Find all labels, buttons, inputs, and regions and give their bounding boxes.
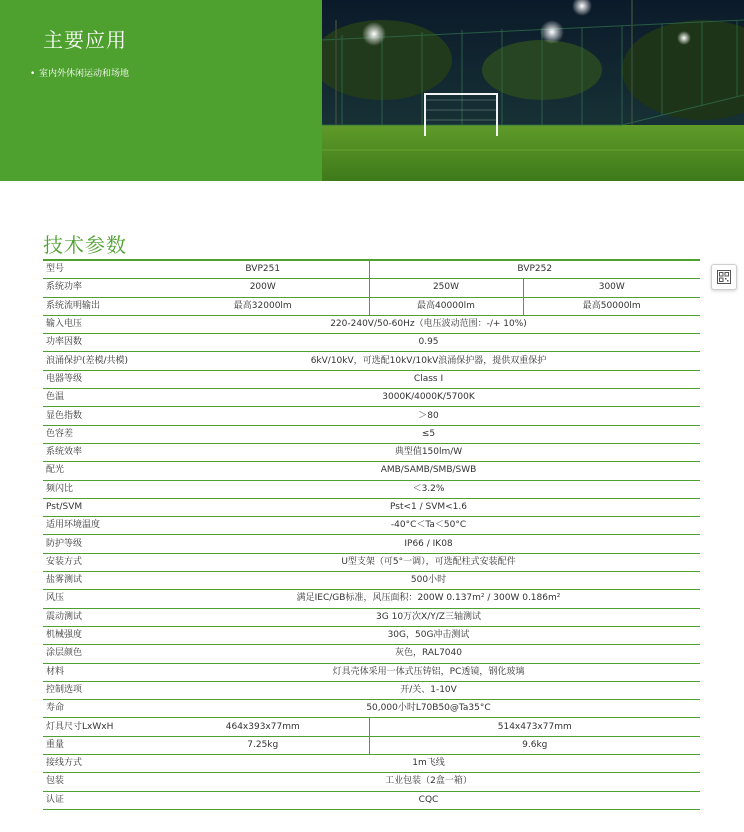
spec-value: 最高32000lm [157,297,369,315]
spec-label: 显色指数 [43,407,157,425]
spec-value: ＜3.2% [157,480,700,498]
spec-value: 250W [369,279,523,297]
spec-value: 7.25kg [157,736,369,754]
table-row [43,791,700,809]
table-row [43,370,700,388]
spec-label: 风压 [43,590,157,608]
spec-value: 3G 10万次X/Y/Z三轴测试 [157,608,700,626]
application-banner [0,0,322,181]
qr-code-icon [717,270,731,284]
spec-label: 安装方式 [43,553,157,571]
spec-value: ＞80 [157,407,700,425]
spec-value: 6kV/10kV，可选配10kV/10kV浪涌保护器，提供双重保护 [157,352,700,370]
spec-label: 系统流明输出 [43,297,157,315]
spec-value: 1m飞线 [157,755,700,773]
table-row [43,736,700,754]
spec-label: 灯具尺寸LxWxH [43,718,157,736]
table-row [43,626,700,644]
spec-label: 型号 [43,260,157,279]
spec-value: 3000K/4000K/5700K [157,389,700,407]
spec-value: -40°C＜Ta＜50°C [157,517,700,535]
table-row [43,663,700,681]
spec-value: Class I [157,370,700,388]
spec-value: 300W [523,279,700,297]
table-row [43,572,700,590]
table-row [43,334,700,352]
spec-label: 接线方式 [43,755,157,773]
table-row [43,279,700,297]
spec-label: 色温 [43,389,157,407]
table-row [43,755,700,773]
football-field-photo [322,0,744,181]
table-row [43,718,700,736]
spec-value: 开/关、1-10V [157,681,700,699]
spec-value: 220-240V/50-60Hz（电压波动范围：-/+ 10%) [157,315,700,333]
table-row [43,462,700,480]
spec-label: Pst/SVM [43,498,157,516]
spec-table-body [43,260,700,809]
spec-label: 涂层颜色 [43,645,157,663]
table-row [43,700,700,718]
application-bullet-text: 室内外休闲运动和场地 [39,69,130,79]
table-row [43,352,700,370]
spec-section-title: 技术参数 [43,233,127,257]
spec-label: 材料 [43,663,157,681]
spec-label: 输入电压 [43,315,157,333]
spec-value: 50,000小时L70B50@Ta35°C [157,700,700,718]
spec-value: 514x473x77mm [369,718,700,736]
spec-label: 重量 [43,736,157,754]
table-row [43,553,700,571]
table-row [43,407,700,425]
spec-label: 机械强度 [43,626,157,644]
spec-value: U型支架（可5°一调），可选配柱式安装配件 [157,553,700,571]
spec-value: BVP251 [157,260,369,279]
table-row [43,590,700,608]
table-row [43,645,700,663]
table-row [43,425,700,443]
spec-label: 包装 [43,773,157,791]
spec-label: 寿命 [43,700,157,718]
application-title: 主要应用 [43,28,127,52]
table-row [43,681,700,699]
spec-value: IP66 / IK08 [157,535,700,553]
qr-code-button[interactable] [711,264,737,290]
spec-label: 功率因数 [43,334,157,352]
spec-value: 464x393x77mm [157,718,369,736]
application-bullet [30,66,129,79]
spec-label: 频闪比 [43,480,157,498]
spec-label: 适用环境温度 [43,517,157,535]
spec-label: 配光 [43,462,157,480]
spec-label: 电器等级 [43,370,157,388]
spec-label: 震动测试 [43,608,157,626]
spec-value: BVP252 [369,260,700,279]
spec-value: 30G，50G冲击测试 [157,626,700,644]
football-field-illustration [322,0,744,181]
spec-value: 最高50000lm [523,297,700,315]
spec-value: AMB/SAMB/SMB/SWB [157,462,700,480]
spec-value: 工业包装（2盒一箱） [157,773,700,791]
spec-value: 0.95 [157,334,700,352]
spec-table [43,259,700,810]
table-row [43,315,700,333]
table-row [43,443,700,461]
table-row [43,260,700,279]
spec-value: CQC [157,791,700,809]
table-row [43,608,700,626]
spec-value: 满足IEC/GB标准，风压面积：200W 0.137m² / 300W 0.186m² [157,590,700,608]
table-row [43,535,700,553]
spec-value: 500小时 [157,572,700,590]
spec-label: 控制选项 [43,681,157,699]
table-row [43,517,700,535]
spec-value: Pst<1 / SVM<1.6 [157,498,700,516]
spec-value: 典型值150lm/W [157,443,700,461]
table-row [43,389,700,407]
spec-label: 认证 [43,791,157,809]
spec-value: ≤5 [157,425,700,443]
table-row [43,498,700,516]
spec-label: 浪涌保护(差模/共模) [43,352,157,370]
spec-value: 200W [157,279,369,297]
spec-value: 最高40000lm [369,297,523,315]
table-row [43,480,700,498]
spec-value: 灰色，RAL7040 [157,645,700,663]
bullet-dot-icon: • [30,69,36,79]
spec-label: 盐雾测试 [43,572,157,590]
spec-value: 灯具壳体采用一体式压铸铝，PC透镜，钢化玻璃 [157,663,700,681]
spec-value: 9.6kg [369,736,700,754]
table-row [43,297,700,315]
table-row [43,773,700,791]
spec-label: 防护等级 [43,535,157,553]
spec-label: 系统功率 [43,279,157,297]
spec-label: 色容差 [43,425,157,443]
spec-label: 系统效率 [43,443,157,461]
